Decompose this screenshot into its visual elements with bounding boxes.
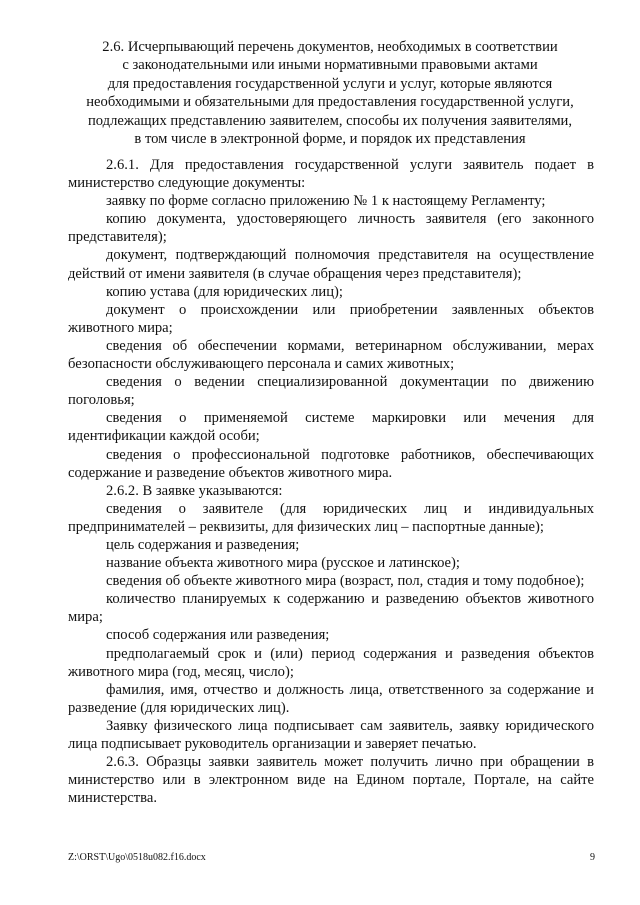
- heading-line: в том числе в электронной форме, и порядок их представления: [134, 131, 526, 148]
- heading-line: подлежащих представлению заявителем, способы их получения заявителями,: [87, 112, 573, 129]
- list-item: название объекта животного мира (русское и латинское);: [106, 555, 460, 572]
- list-item: фамилия, имя, отчество и должность лица, ответственного за содержание и разведение (для юридических лиц).: [68, 681, 594, 716]
- list-item: копию документа, удостоверяющего личность заявителя (его законного представителя);: [68, 211, 594, 246]
- list-item: сведения об объекте животного мира (возраст, пол, стадия и тому подобное);: [106, 573, 585, 590]
- list-item: сведения об обеспечении кормами, ветеринарном обслуживании, мерах безопасности обслуживающего персонала и самих животных;: [68, 337, 594, 373]
- list-item: способ содержания или разведения;: [106, 627, 330, 644]
- list-item: предполагаемый срок и (или) период содержания и разведения объектов животного мира (год, месяц, число);: [68, 645, 594, 680]
- heading-line: необходимыми и обязательными для предоставления государственной услуги,: [86, 94, 574, 111]
- list-item: сведения о применяемой системе маркировки или мечения для идентификации каждой особи;: [68, 410, 594, 445]
- footer-file-path: Z:\ORST\Ugo\0518u082.f16.docx: [68, 852, 206, 863]
- list-item: количество планируемых к содержанию и разведению объектов животного мира;: [68, 591, 594, 626]
- heading-line: для предоставления государственной услуги и услуг, которые являются: [107, 75, 553, 92]
- page-number: 9: [590, 852, 595, 863]
- list-item: цель содержания и разведения;: [106, 536, 300, 553]
- list-item: сведения о ведении специализированной документации по движению поголовья;: [68, 374, 594, 409]
- list-item: копию устава (для юридических лиц);: [106, 283, 343, 300]
- document-body: [68, 156, 594, 807]
- heading-line: с законодательными или иными нормативными правовыми актами: [122, 57, 538, 74]
- paragraph-2-6-1: 2.6.1. Для предоставления государственной услуги заявитель подает в министерство следующие документы:: [68, 157, 594, 192]
- paragraph-2-6-3: 2.6.3. Образцы заявки заявитель может получить лично при обращении в министерство или в электронном виде на Едином портале, Портале, на сайте министерства.: [68, 754, 594, 807]
- list-item: документ о происхождении или приобретении заявленных объектов животного мира;: [68, 301, 594, 336]
- list-item: документ, подтверждающий полномочия представителя на осуществление действий от имени заявителя (в случае обращения через представителя);: [68, 247, 594, 282]
- list-item: заявку по форме согласно приложению № 1 к настоящему Регламенту;: [106, 193, 546, 210]
- section-heading: [70, 38, 590, 148]
- paragraph-2-6-2: 2.6.2. В заявке указываются:: [106, 482, 283, 499]
- list-item: сведения о заявителе (для юридических лиц и индивидуальных предпринимателей – реквизиты, для физических лиц – паспортные данные);: [68, 500, 594, 535]
- list-item: сведения о профессиональной подготовке работников, обеспечивающих содержание и разведение объектов животного мира.: [68, 446, 594, 481]
- heading-line: 2.6. Исчерпывающий перечень документов, необходимых в соответствии: [102, 39, 558, 55]
- paragraph-signature: Заявку физического лица подписывает сам заявитель, заявку юридического лица подписывает руководитель организации и заверяет печатью.: [68, 717, 594, 752]
